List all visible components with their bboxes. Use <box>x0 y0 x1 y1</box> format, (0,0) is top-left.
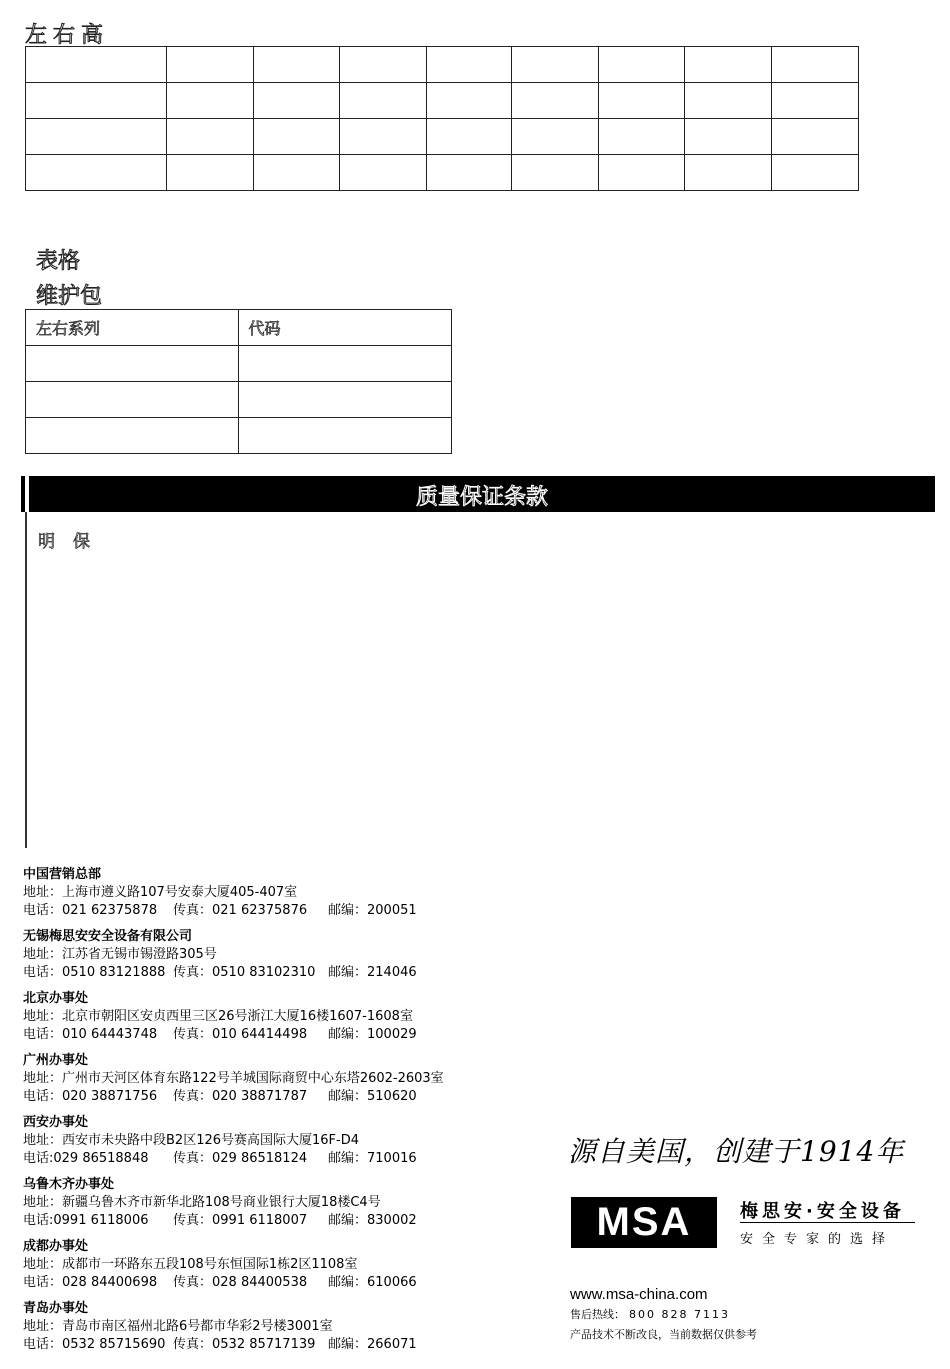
hotline <box>570 1306 730 1322</box>
office-zip: 邮编：100029 <box>328 1027 417 1042</box>
kit-table <box>25 309 452 454</box>
msa-logo: MSA <box>571 1197 717 1248</box>
kit-col-code: 代码 <box>248 319 281 338</box>
office-phone: 电话：020 38871756 <box>23 1089 158 1104</box>
office-contact <box>23 902 503 920</box>
office-address: 地址：广州市天河区体育东路122号羊城国际商贸中心东塔2602-2603室 <box>23 1071 444 1086</box>
table-row <box>26 418 452 454</box>
office-entry <box>23 866 503 920</box>
office-address: 地址：新疆乌鲁木齐市新华北路108号商业银行大厦18楼C4号 <box>23 1195 381 1210</box>
office-phone: 电话：0532 85715690 <box>23 1337 166 1352</box>
office-phone: 电话：010 64443748 <box>23 1027 158 1042</box>
office-contact <box>23 1026 503 1044</box>
brand-name: 梅思安·安全设备 <box>740 1201 905 1222</box>
brand-tagline: 安全专家的选择 <box>740 1232 895 1247</box>
kit-col-series: 左右系列 <box>36 319 101 338</box>
table-row <box>26 83 859 119</box>
office-phone: 电话:029 86518848 <box>23 1151 149 1166</box>
table-row <box>26 346 452 382</box>
kit-heading: 维护包 <box>36 284 103 309</box>
office-fax: 传真：0510 83102310 <box>173 965 316 980</box>
office-contact <box>23 1088 503 1106</box>
office-fax: 传真：029 86518124 <box>173 1151 308 1166</box>
office-fax: 传真：021 62375876 <box>173 903 308 918</box>
size-table <box>25 46 859 191</box>
office-address: 地址：青岛市南区福州北路6号都市华彩2号楼3001室 <box>23 1319 333 1334</box>
office-zip: 邮编：610066 <box>328 1275 417 1290</box>
office-address: 地址：西安市未央路中段B2区126号赛高国际大厦16F-D4 <box>23 1133 359 1148</box>
office-entry <box>23 1114 503 1168</box>
brand-divider <box>740 1222 915 1223</box>
office-name: 成都办事处 <box>23 1239 89 1254</box>
office-entry <box>23 1176 503 1230</box>
office-fax: 传真：028 84400538 <box>173 1275 308 1290</box>
office-phone: 电话:0991 6118006 <box>23 1213 149 1228</box>
table-row <box>26 119 859 155</box>
table-header-row <box>26 310 452 346</box>
table-heading: 表格 <box>36 249 81 274</box>
office-contact <box>23 1212 503 1230</box>
office-entry <box>23 928 503 982</box>
table-row <box>26 155 859 191</box>
office-name: 无锡梅思安安全设备有限公司 <box>23 929 193 944</box>
office-list <box>23 866 503 1362</box>
size-heading: 左右高 <box>25 23 110 48</box>
office-name: 乌鲁木齐办事处 <box>23 1177 115 1192</box>
office-address: 地址：上海市遵义路107号安泰大厦405-407室 <box>23 885 298 900</box>
office-contact <box>23 1274 503 1292</box>
warranty-divider <box>25 512 27 848</box>
office-entry <box>23 990 503 1044</box>
hotline-label: 售后热线： <box>570 1308 625 1321</box>
office-contact <box>23 964 503 982</box>
office-entry <box>23 1052 503 1106</box>
office-phone: 电话：0510 83121888 <box>23 965 166 980</box>
office-contact <box>23 1336 503 1354</box>
hotline-number: 800 828 7113 <box>629 1308 730 1321</box>
office-name: 中国营销总部 <box>23 867 102 882</box>
office-zip: 邮编：214046 <box>328 965 417 980</box>
disclaimer: 产品技术不断改良，当前数据仅供参考 <box>570 1328 757 1341</box>
table-row <box>26 47 859 83</box>
office-zip: 邮编：510620 <box>328 1089 417 1104</box>
office-fax: 传真：0532 85717139 <box>173 1337 316 1352</box>
office-name: 西安办事处 <box>23 1115 89 1130</box>
office-zip: 邮编：830002 <box>328 1213 417 1228</box>
warranty-banner <box>25 476 935 512</box>
office-phone: 电话：028 84400698 <box>23 1275 158 1290</box>
office-entry <box>23 1238 503 1292</box>
office-address: 地址：成都市一环路东五段108号东恒国际1栋2区1108室 <box>23 1257 358 1272</box>
office-zip: 邮编：200051 <box>328 903 417 918</box>
office-address: 地址：北京市朝阳区安贞西里三区26号浙江大厦16楼1607-1608室 <box>23 1009 413 1024</box>
website-link[interactable]: www.msa-china.com <box>570 1286 708 1303</box>
office-fax: 传真：020 38871787 <box>173 1089 308 1104</box>
warranty-title: 质量保证条款 <box>415 485 548 510</box>
office-name: 青岛办事处 <box>23 1301 89 1316</box>
office-contact <box>23 1150 503 1168</box>
office-name: 北京办事处 <box>23 991 89 1006</box>
office-entry <box>23 1300 503 1354</box>
office-phone: 电话：021 62375878 <box>23 903 158 918</box>
office-zip: 邮编：266071 <box>328 1337 417 1352</box>
office-address: 地址：江苏省无锡市锡澄路305号 <box>23 947 217 962</box>
office-zip: 邮编：710016 <box>328 1151 417 1166</box>
office-fax: 传真：010 64414498 <box>173 1027 308 1042</box>
table-row <box>26 382 452 418</box>
office-name: 广州办事处 <box>23 1053 89 1068</box>
warranty-text: 明保 <box>38 532 108 552</box>
slogan: 源自美国，创建于1914年 <box>568 1135 905 1168</box>
office-fax: 传真：0991 6118007 <box>173 1213 308 1228</box>
